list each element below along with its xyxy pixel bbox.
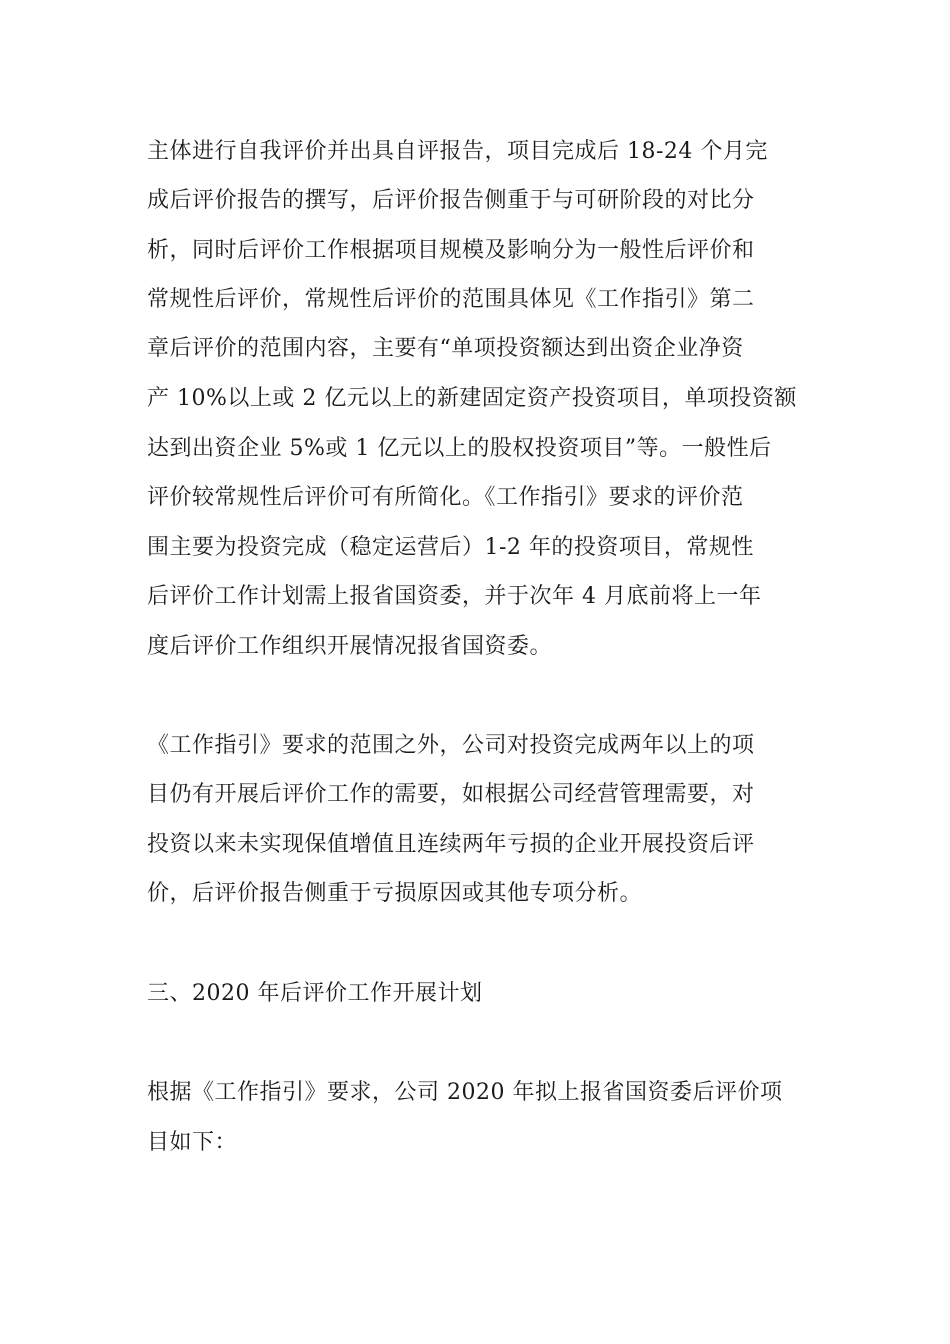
section-heading: 三、2020 年后评价工作开展计划 bbox=[147, 981, 483, 1006]
paragraph-line: 根据《工作指引》要求，公司 2020 年拟上报省国资委后评价项 bbox=[147, 1080, 783, 1105]
paragraph-line: 章后评价的范围内容，主要有“单项投资额达到出资企业净资 bbox=[147, 336, 744, 361]
paragraph-line: 目如下： bbox=[147, 1130, 238, 1155]
paragraph-line: 成后评价报告的撰写，后评价报告侧重于与可研阶段的对比分 bbox=[147, 188, 755, 213]
paragraph-line: 析，同时后评价工作根据项目规模及影响分为一般性后评价和 bbox=[147, 238, 755, 263]
paragraph-line: 评价较常规性后评价可有所简化。《工作指引》要求的评价范 bbox=[147, 485, 744, 510]
paragraph-line: 围主要为投资完成（稳定运营后）1-2 年的投资项目，常规性 bbox=[147, 535, 754, 560]
paragraph-line: 目仍有开展后评价工作的需要，如根据公司经营管理需要，对 bbox=[147, 782, 755, 807]
paragraph-line: 常规性后评价，常规性后评价的范围具体见《工作指引》第二 bbox=[147, 287, 755, 312]
paragraph-line: 价，后评价报告侧重于亏损原因或其他专项分析。 bbox=[147, 881, 643, 906]
paragraph-line: 度后评价工作组织开展情况报省国资委。 bbox=[147, 634, 553, 659]
paragraph-line: 主体进行自我评价并出具自评报告，项目完成后 18-24 个月完 bbox=[147, 139, 768, 164]
paragraph-line: 投资以来未实现保值增值且连续两年亏损的企业开展投资后评 bbox=[147, 832, 755, 857]
paragraph-line: 《工作指引》要求的范围之外，公司对投资完成两年以上的项 bbox=[147, 733, 755, 758]
paragraph-line: 达到出资企业 5%或 1 亿元以上的股权投资项目”等。一般性后 bbox=[147, 436, 772, 461]
paragraph-line: 后评价工作计划需上报省国资委，并于次年 4 月底前将上一年 bbox=[147, 584, 762, 609]
paragraph-line: 产 10%以上或 2 亿元以上的新建固定资产投资项目，单项投资额 bbox=[147, 386, 797, 411]
